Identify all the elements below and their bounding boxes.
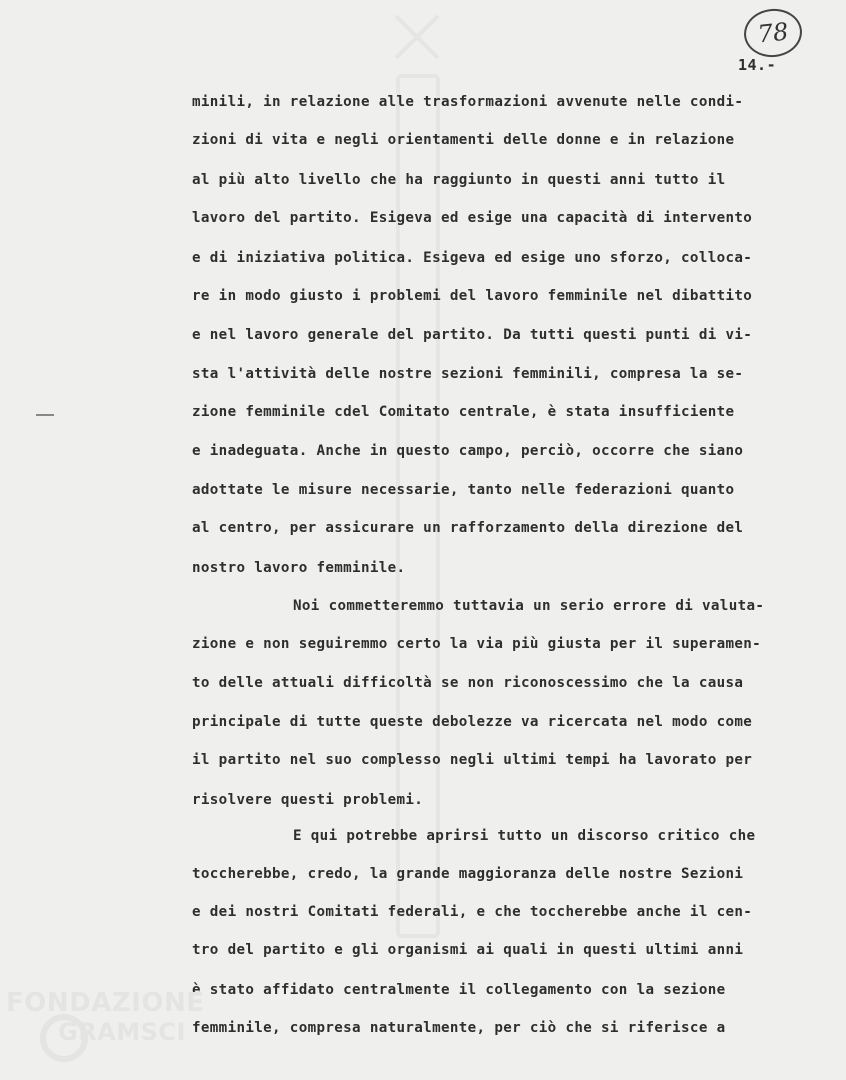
- text-line: lavoro del partito. Esigeva ed esige una capacità di intervento: [192, 210, 753, 226]
- text-line: to delle attuali difficoltà se non riconoscessimo che la causa: [192, 675, 744, 691]
- watermark-line-2: GRAMSCI: [58, 1018, 186, 1046]
- text-line: toccherebbe, credo, la grande maggioranza delle nostre Sezioni: [192, 866, 744, 882]
- archive-stamp-watermark: [388, 6, 454, 1006]
- text-line: al più alto livello che ha raggiunto in questi anni tutto il: [192, 172, 726, 188]
- text-line: tro del partito e gli organismi ai quali in questi ultimi anni: [192, 942, 744, 958]
- text-line: re in modo giusto i problemi del lavoro femminile nel dibattito: [192, 288, 753, 304]
- text-line: risolvere questi problemi.: [192, 792, 424, 808]
- page-number: 14.-: [738, 56, 777, 74]
- text-line: minili, in relazione alle trasformazioni avvenute nelle condi-: [192, 94, 744, 110]
- text-line: e dei nostri Comitati federali, e che toccherebbe anche il cen-: [192, 904, 753, 920]
- text-line: e inadeguata. Anche in questo campo, perciò, occorre che siano: [192, 443, 744, 459]
- text-line: zione femminile cdel Comitato centrale, è stata insufficiente: [192, 404, 735, 420]
- text-line: il partito nel suo complesso negli ultimi tempi ha lavorato per: [192, 752, 753, 768]
- text-line: zione e non seguiremmo certo la via più giusta per il superamen-: [192, 636, 762, 652]
- text-line: e di iniziativa politica. Esigeva ed esige uno sforzo, colloca-: [192, 250, 753, 266]
- text-line: nostro lavoro femminile.: [192, 560, 406, 576]
- fondazione-gramsci-watermark: [6, 988, 216, 1068]
- text-line: adottate le misure necessarie, tanto nelle federazioni quanto: [192, 482, 735, 498]
- text-line: sta l'attività delle nostre sezioni femminili, compresa la se-: [192, 366, 744, 382]
- text-line: femminile, compresa naturalmente, per ciò che si riferisce a: [192, 1020, 726, 1036]
- text-line: al centro, per assicurare un rafforzamento della direzione del: [192, 520, 744, 536]
- archive-number-circle: 78: [742, 6, 805, 60]
- text-line: e nel lavoro generale del partito. Da tutti questi punti di vi-: [192, 327, 753, 343]
- text-line: è stato affidato centralmente il collegamento con la sezione: [192, 982, 726, 998]
- margin-mark: [36, 414, 54, 416]
- watermark-line-1: FONDAZIONE: [6, 988, 205, 1018]
- text-line: zioni di vita e negli orientamenti delle donne e in relazione: [192, 132, 735, 148]
- text-line: principale di tutte queste debolezze va ricercata nel modo come: [192, 714, 753, 730]
- paragraph-start-line: E qui potrebbe aprirsi tutto un discorso critico che: [293, 828, 756, 844]
- paragraph-start-line: Noi commetteremmo tuttavia un serio errore di valuta-: [293, 598, 765, 614]
